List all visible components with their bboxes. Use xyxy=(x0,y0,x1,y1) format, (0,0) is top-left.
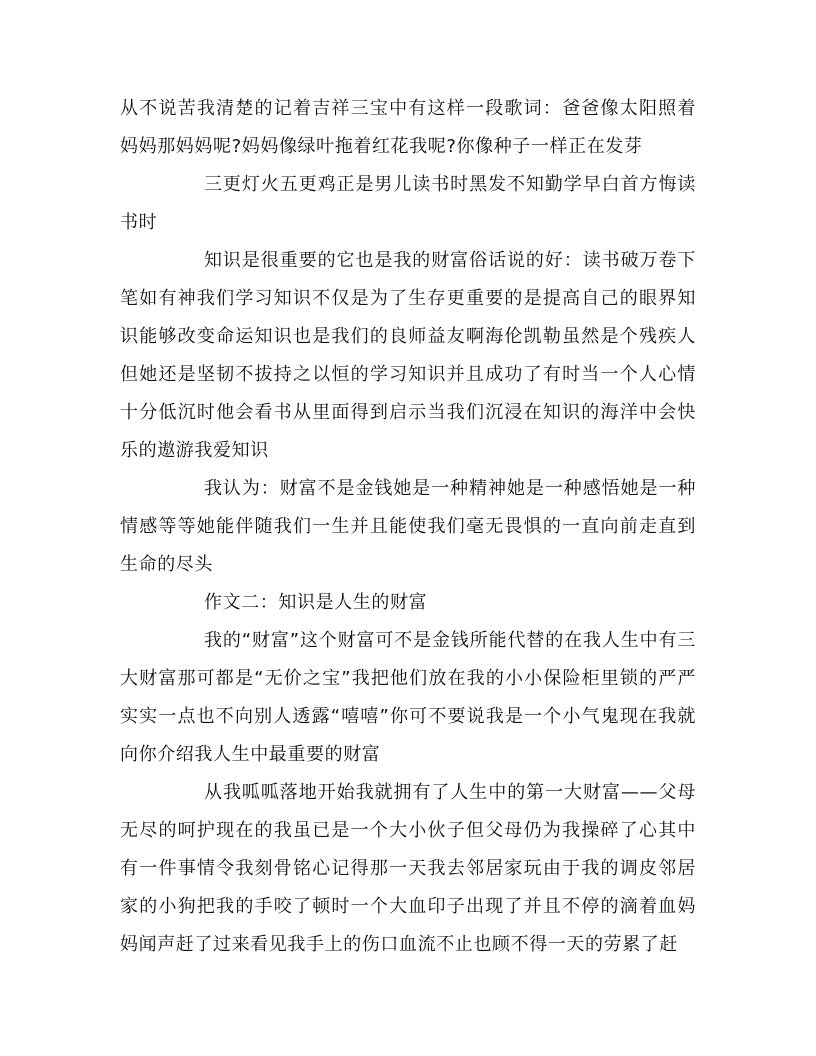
paragraph-7: 从我呱呱落地开始我就拥有了人生中的第一大财富——父母无尽的呵护现在的我虽已是一个大小伙子但父母仍为我操碎了心其中有一件事情令我刻骨铭心记得那一天我去邻居家玩由于我的调皮邻居家的小狗把我的手咬了顿时一个大血印子出现了并且不停的滴着血妈妈闻声赶了过来看见我手上的伤口血流不止也顾不得一天的劳累了赶 xyxy=(120,782,696,955)
paragraph-6: 我的“财富”这个财富可不是金钱所能代替的在我人生中有三大财富那可都是“无价之宝”我把他们放在我的小小保险柜里锁的严严实实一点也不向别人透露“嘻嘻”你可不要说我是一个小气鬼现在我就向你介绍我人生中最重要的财富 xyxy=(120,630,696,765)
paragraph-4: 我认为：财富不是金钱她是一种精神她是一种感悟她是一种情感等等她能伴随我们一生并且能使我们毫无畏惧的一直向前走直到生命的尽头 xyxy=(120,478,696,575)
paragraph-3: 知识是很重要的它也是我的财富俗话说的好：读书破万卷下笔如有神我们学习知识不仅是为了生存更重要的是提高自己的眼界知识能够改变命运知识也是我们的良师益友啊海伦凯勒虽然是个残疾人但她还是坚韧不拔持之以恒的学习知识并且成功了有时当一个人心情十分低沉时他会看书从里面得到启示当我们沉浸在知识的海洋中会快乐的遨游我爱知识 xyxy=(120,250,696,461)
paragraph-2: 三更灯火五更鸡正是男儿读书时黑发不知勤学早白首方悔读书时 xyxy=(120,174,696,233)
document-body xyxy=(120,90,696,964)
paragraph-5-heading: 作文二：知识是人生的财富 xyxy=(204,592,428,613)
paragraph-1: 从不说苦我清楚的记着吉祥三宝中有这样一段歌词：爸爸像太阳照着妈妈那妈妈呢?妈妈像绿叶拖着红花我呢?你像种子一样正在发芽 xyxy=(120,98,696,157)
